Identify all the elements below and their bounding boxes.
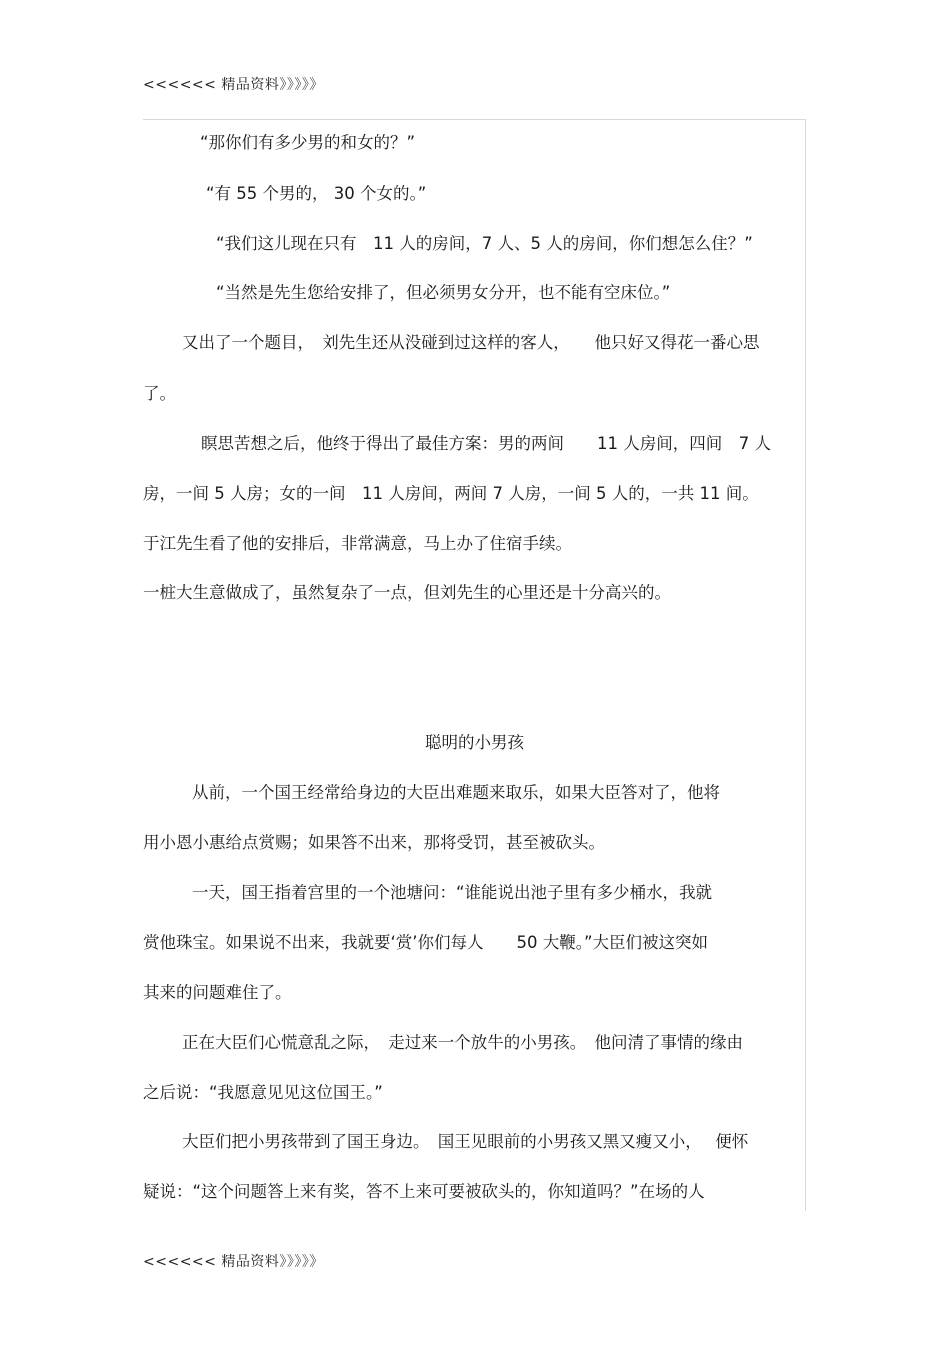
paragraph-line: 疑说：“这个问题答上来有奖，答不上来可要被砍头的，你知道吗？”在场的人 — [143, 1182, 705, 1201]
paragraph-line: 大臣们把小男孩带到了国王身边。 国王见眼前的小男孩又黑又瘦又小， 便怀 — [182, 1132, 749, 1151]
paragraph-line: 其来的问题难住了。 — [143, 983, 292, 1002]
paragraph-line: 赏他珠宝。如果说不出来，我就要‘赏’你们每人 50 大鞭。”大臣们被这突如 — [143, 933, 709, 952]
paragraph-line: “那你们有多少男的和女的？” — [200, 133, 416, 152]
paragraph-line: “我们这儿现在只有 11 人的房间，7 人、5 人的房间，你们想怎么住？” — [216, 234, 753, 253]
document-body — [143, 119, 806, 1211]
paragraph-line: 之后说：“我愿意见见这位国王。” — [143, 1083, 383, 1102]
paragraph-line: 又出了一个题目， 刘先生还从没碰到过这样的客人， 他只好又得花一番心思 — [182, 333, 760, 352]
paragraph-line: 正在大臣们心慌意乱之际， 走过来一个放牛的小男孩。 他问清了事情的缘由 — [182, 1033, 743, 1052]
paragraph-line: 瞑思苦想之后，他终于得出了最佳方案：男的两间 11 人房间，四间 7 人 — [201, 434, 771, 453]
paragraph-line: “当然是先生您给安排了，但必须男女分开，也不能有空床位。” — [216, 283, 671, 302]
paragraph-line: 从前，一个国王经常给身边的大臣出难题来取乐，如果大臣答对了，他将 — [192, 783, 720, 802]
page-footer: <<<<<< 精品资料》》》》》 — [143, 1254, 324, 1270]
story-title: 聪明的小男孩 — [425, 733, 524, 752]
paragraph-line: 了。 — [143, 384, 176, 403]
paragraph-line: 于江先生看了他的安排后，非常满意，马上办了住宿手续。 — [143, 534, 572, 553]
paragraph-line: “有 55 个男的， 30 个女的。” — [206, 184, 427, 203]
page-header: <<<<<< 精品资料》》》》》 — [143, 77, 324, 93]
paragraph-line: 一桩大生意做成了，虽然复杂了一点，但刘先生的心里还是十分高兴的。 — [143, 583, 671, 602]
paragraph-line: 用小恩小惠给点赏赐；如果答不出来，那将受罚，甚至被砍头。 — [143, 833, 605, 852]
paragraph-line: 一天，国王指着宫里的一个池塘问：“谁能说出池子里有多少桶水，我就 — [192, 883, 713, 902]
paragraph-line: 房，一间 5 人房；女的一间 11 人房间，两间 7 人房，一间 5 人的，一共 11 间。 — [143, 484, 759, 503]
